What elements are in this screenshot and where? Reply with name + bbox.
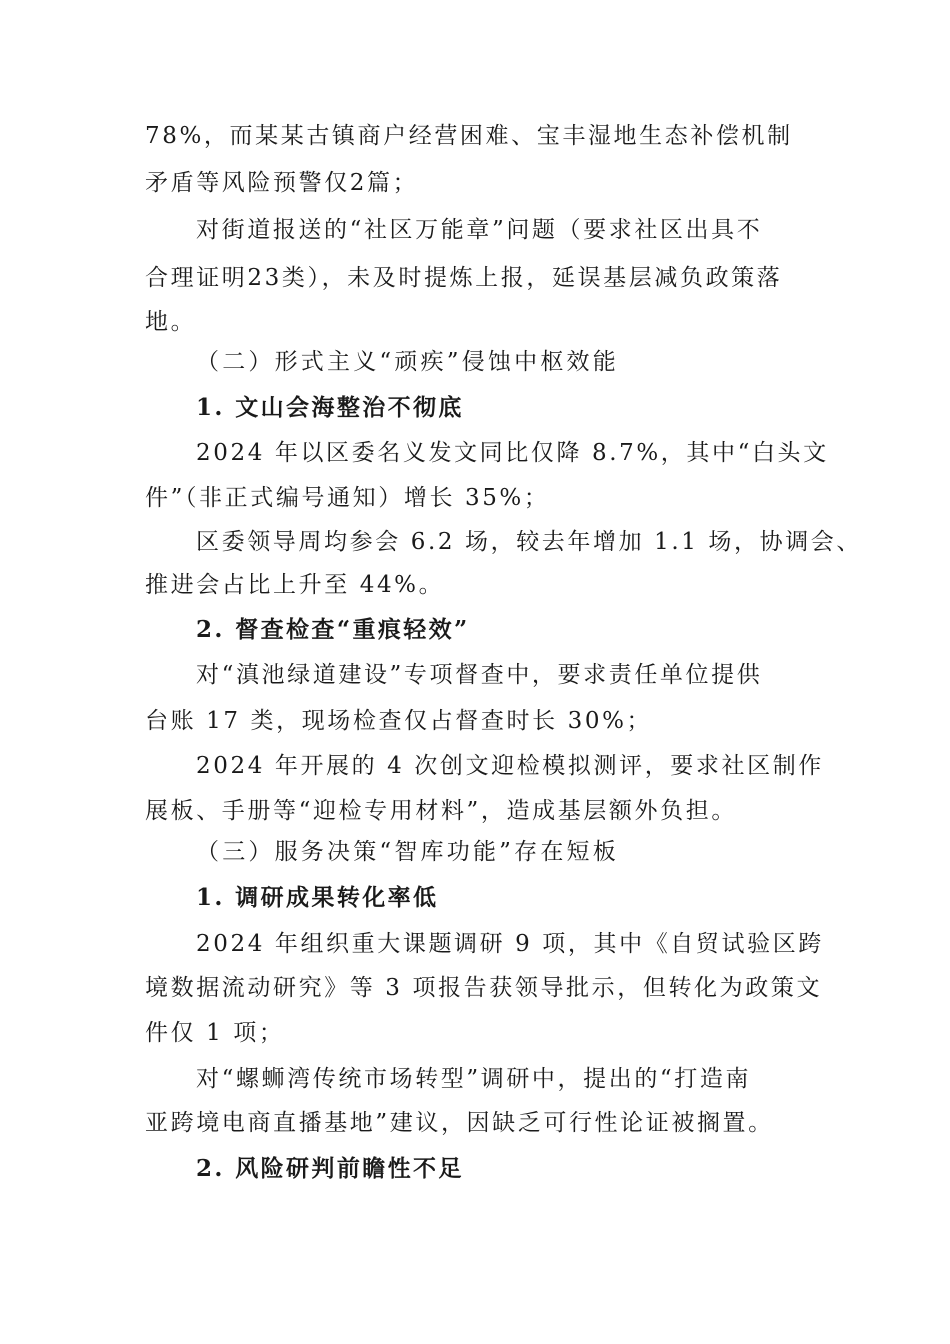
paragraph-line: 2024 年开展的 4 次创文迎检模拟测评，要求社区制作: [196, 753, 824, 779]
paragraph-line: 矛盾等风险预警仅2篇；: [145, 170, 419, 196]
paragraph-line: 件”（非正式编号通知）增长 35%；: [145, 485, 550, 511]
paragraph-line: 2024 年以区委名义发文同比仅降 8.7%，其中“白头文: [196, 440, 829, 466]
paragraph-line: 亚跨境电商直播基地”建议，因缺乏可行性论证被搁置。: [145, 1110, 774, 1136]
paragraph-line: 2024 年组织重大课题调研 9 项，其中《自贸试验区跨: [196, 931, 824, 957]
paragraph-line: 境数据流动研究》等 3 项报告获领导批示，但转化为政策文: [145, 975, 823, 1001]
subsection-heading: 1. 文山会海整治不彻底: [196, 394, 464, 421]
paragraph-line: 件仅 1 项；: [145, 1020, 285, 1046]
section-heading: （二）形式主义“顽疾”侵蚀中枢效能: [196, 349, 619, 375]
paragraph-line: 对“滇池绿道建设”专项督查中，要求责任单位提供: [196, 662, 763, 688]
section-heading: （三）服务决策“智库功能”存在短板: [196, 839, 619, 865]
paragraph-line: 地。: [145, 309, 197, 335]
paragraph-line: 78%，而某某古镇商户经营困难、宝丰湿地生态补偿机制: [145, 123, 793, 149]
paragraph-line: 推进会占比上升至 44%。: [145, 572, 445, 598]
paragraph-line: 区委领导周均参会 6.2 场，较去年增加 1.1 场，协调会、: [196, 529, 862, 555]
subsection-heading: 1. 调研成果转化率低: [196, 884, 439, 911]
subsection-heading: 2. 督查检查“重痕轻效”: [196, 616, 470, 643]
paragraph-line: 展板、手册等“迎检专用材料”，造成基层额外负担。: [145, 798, 737, 824]
paragraph-line: 合理证明23类），未及时提炼上报，延误基层减负政策落: [145, 265, 783, 291]
subsection-heading: 2. 风险研判前瞻性不足: [196, 1155, 464, 1182]
paragraph-line: 台账 17 类，现场检查仅占督查时长 30%；: [145, 708, 653, 734]
paragraph-line: 对街道报送的“社区万能章”问题（要求社区出具不: [196, 217, 763, 243]
paragraph-line: 对“螺蛳湾传统市场转型”调研中，提出的“打造南: [196, 1066, 752, 1092]
